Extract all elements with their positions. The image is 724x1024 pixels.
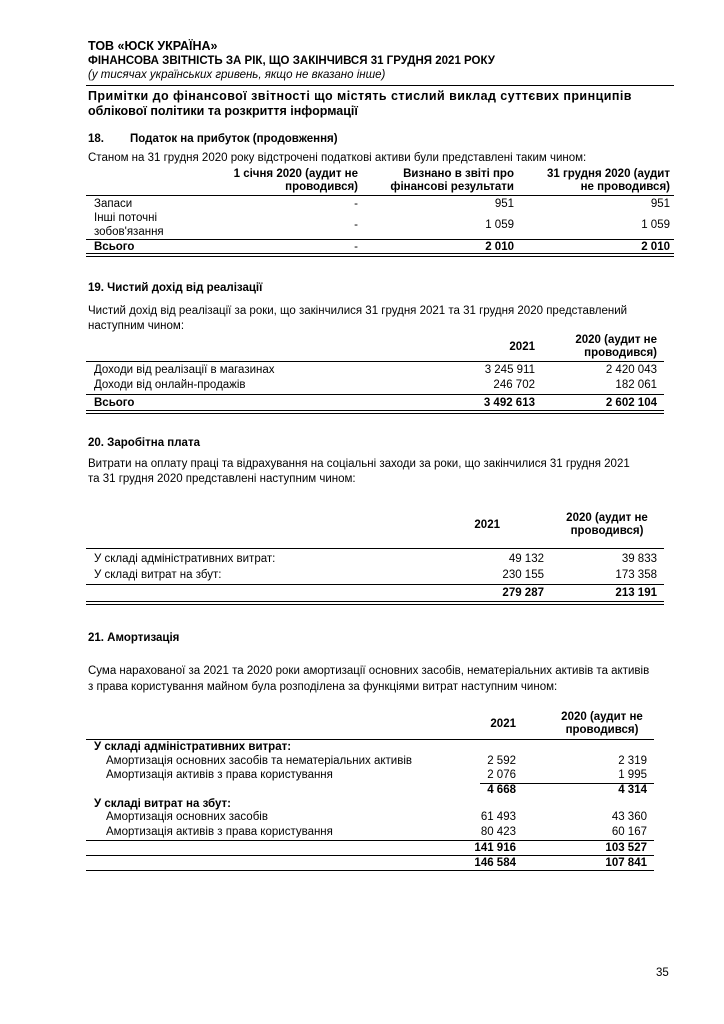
s21-col2-header: 2020 (аудит не проводився) [561,711,643,736]
row-value: 39 833 [621,553,657,565]
s18-double-rule [86,253,674,257]
row-value: 4 314 [618,784,647,796]
row-value: 2 592 [487,755,516,767]
row-value: 103 527 [605,842,647,854]
s20-header-rule [86,548,664,549]
s21-total-rule [86,855,654,856]
row-label: Доходи від онлайн-продажів [94,379,246,391]
s19-double-rule [86,410,664,414]
row-value: 1 059 [485,219,514,231]
row-value: 107 841 [605,857,647,869]
row-value: 1 995 [618,769,647,781]
row-label: Амортизація основних засобів [106,811,268,823]
notes-title-line2: облікової політики та розкриття інформації [88,104,358,118]
s21-title: 21. Амортизація [88,632,180,644]
row-label: Всього [94,397,135,409]
row-value: 3 492 613 [483,397,535,409]
s18-intro: Станом на 31 грудня 2020 року відстрочені податкові активи були представлені таким чином: [88,152,587,164]
s19-col2-header: 2020 (аудит не проводився) [575,334,657,359]
report-title: ФІНАНСОВА ЗВІТНІСТЬ ЗА РІК, ЩО ЗАКІНЧИВСЯ 31 ГРУДНЯ 2021 РОКУ [88,55,495,67]
notes-title-line1: Примітки до фінансової звітності що містять стислий виклад суттєвих принципів [88,89,632,103]
row-value: 951 [650,198,670,210]
s20-col1-header: 2021 [474,519,500,531]
s18-total-rule [86,239,674,240]
row-value: 2 602 104 [605,397,657,409]
row-value: - [354,241,358,253]
row-label: Доходи від реалізації в магазинах [94,364,275,376]
row-value: 2 010 [641,241,670,253]
s19-header-rule [86,361,664,362]
s19-title: 19. Чистий дохід від реалізації [88,282,263,294]
s21-col1-header: 2021 [490,718,516,730]
row-label: Амортизація активів з права користування [106,826,333,838]
company-name: ТОВ «ЮСК УКРАЇНА» [88,39,218,53]
row-value: - [354,198,358,210]
s20-title: 20. Заробітна плата [88,437,200,449]
s19-col1-header: 2021 [509,341,535,353]
row-value: 182 061 [615,379,657,391]
s21-sales-subtotal-rule [86,840,654,841]
s19-intro-line2: наступним чином: [88,320,185,332]
units-note: (у тисячах українських гривень, якщо не вказано інше) [88,69,386,81]
s18-title: Податок на прибуток (продовження) [130,133,338,145]
row-value: 61 493 [480,811,516,823]
row-value: 146 584 [474,857,516,869]
s18-col1-header: 1 січня 2020 (аудит не проводився) [233,168,358,193]
row-value: 279 287 [502,587,544,599]
s20-intro-line2: та 31 грудня 2020 представлені наступним чином: [88,473,356,485]
row-label: Інші поточні [94,212,158,224]
row-value: 213 191 [615,587,657,599]
s21-intro-line1: Сума нарахованої за 2021 та 2020 роки амортизації основних засобів, нематеріальних активів та активів [88,665,650,677]
row-value: 173 358 [615,569,657,581]
s20-double-rule [86,601,664,605]
s19-intro-line1: Чистий дохід від реалізації за роки, що закінчилися 31 грудня 2021 та 31 грудня 2020 представлений [88,305,628,317]
page-number: 35 [656,967,669,979]
row-value: 141 916 [474,842,516,854]
s18-number: 18. [88,133,104,145]
row-value: 1 059 [641,219,670,231]
s18-col2-header: Визнано в звіті про фінансові результати [390,168,514,193]
s21-sales-title: У складі витрат на збут: [94,798,231,810]
row-label: Амортизація активів з права користування [106,769,333,781]
row-label: зобов'язання [94,226,164,238]
row-value: 2 319 [618,755,647,767]
s18-col3-header: 31 грудня 2020 (аудит не проводився) [546,168,670,193]
s21-admin-title: У складі адміністративних витрат: [94,741,292,753]
s20-intro-line1: Витрати на оплату праці та відрахування на соціальні заходи за роки, що закінчилися 31 грудня 2021 [88,458,630,470]
s20-col2-header: 2020 (аудит не проводився) [566,512,648,537]
s21-header-rule [86,739,654,740]
row-value: 49 132 [508,553,544,565]
row-label: Всього [94,241,135,253]
row-value: 2 420 043 [605,364,657,376]
row-label: У складі витрат на збут: [94,569,222,581]
header-divider [86,85,674,86]
row-value: 43 360 [611,811,647,823]
row-value: 4 668 [487,784,516,796]
s21-intro-line2: з права користування майном була розподілена за функціями витрат наступним чином: [88,681,558,693]
row-value: 951 [494,198,514,210]
row-value: 230 155 [502,569,544,581]
row-value: 2 010 [485,241,514,253]
row-value: 246 702 [493,379,535,391]
row-label: У складі адміністративних витрат: [94,553,276,565]
s18-header-rule [86,195,674,196]
s21-final-rule [86,870,654,871]
row-value: 3 245 911 [484,364,535,376]
row-value: - [354,219,358,231]
row-label: Амортизація основних засобів та нематеріальних активів [106,755,412,767]
row-value: 60 167 [611,826,647,838]
s19-total-rule [86,394,664,395]
row-value: 2 076 [487,769,516,781]
row-value: 80 423 [480,826,516,838]
row-label: Запаси [94,198,133,210]
s20-total-rule [86,584,664,585]
